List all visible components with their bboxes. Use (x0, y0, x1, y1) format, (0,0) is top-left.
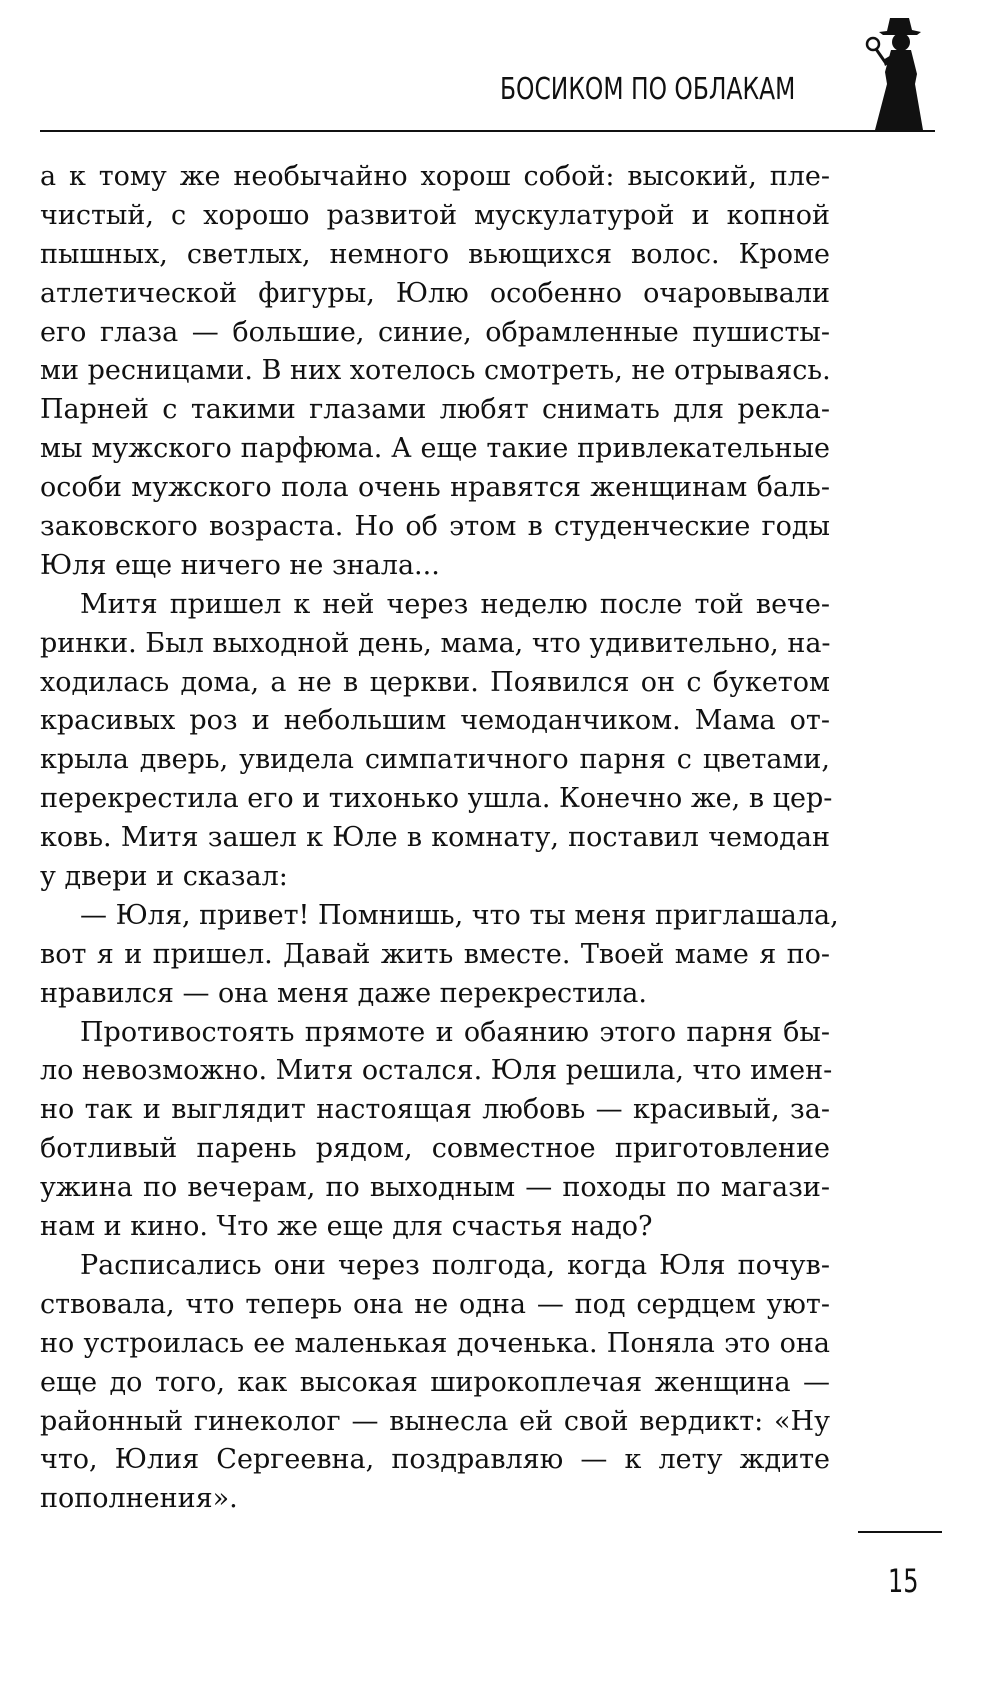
text-line: Расписались они через полгода, когда Юля почув- (80, 1249, 830, 1281)
text-line: ходилась дома, а не в церкви. Появился он с букетом (40, 666, 830, 698)
text-line: но так и выглядит настоящая любовь — красивый, за- (40, 1094, 830, 1126)
text-line: особи мужского пола очень нравятся женщинам баль- (40, 472, 830, 504)
text-line: мы мужского парфюма. А еще такие привлекательные (40, 433, 830, 465)
text-line: чистый, с хорошо развитой мускулатурой и копной (40, 199, 830, 231)
text-line: ствовала, что теперь она не одна — под сердцем уют- (40, 1288, 830, 1320)
text-line: его глаза — большие, синие, обрамленные пушисты- (40, 316, 830, 348)
text-line: красивых роз и небольшим чемоданчиком. Мама от- (40, 705, 830, 737)
text-line: вот я и пришел. Давай жить вместе. Твоей маме я по- (40, 938, 830, 970)
text-line: ковь. Митя зашел к Юле в комнату, поставил чемодан (40, 822, 830, 854)
text-line: ми ресницами. В них хотелось смотреть, не отрываясь. (40, 355, 831, 387)
text-line: ринки. Был выходной день, мама, что удивительно, на- (40, 627, 831, 659)
text-line: а к тому же необычайно хорош собой: высокий, пле- (40, 161, 830, 192)
text-line: нам и кино. Что же еще для счастья надо? (40, 1211, 653, 1243)
header-rule (40, 130, 935, 132)
text-line: заковского возраста. Но об этом в студенческие годы (40, 511, 830, 543)
text-line: еще до того, как высокая широкоплечая женщина — (40, 1366, 830, 1398)
text-line: но устроилась ее маленькая доченька. Поняла это она (40, 1327, 830, 1359)
text-line: атлетической фигуры, Юлю особенно очаровывали (40, 277, 830, 309)
text-line: Митя пришел к ней через неделю после той вече- (80, 588, 830, 620)
text-line: — Юля, привет! Помнишь, что ты меня приглашала, (80, 899, 839, 931)
text-line: ботливый парень рядом, совместное приготовление (40, 1133, 830, 1165)
text-line: Юля еще ничего не знала... (40, 549, 440, 581)
body-text (40, 158, 839, 1519)
text-line: районный гинеколог — вынесла ей свой вердикт: «Ну (40, 1405, 830, 1437)
text-line: Противостоять прямоте и обаянию этого парня бы- (80, 1016, 830, 1048)
text-line: пышных, светлых, немного вьющихся волос. Кроме (40, 238, 830, 270)
text-line: ло невозможно. Митя остался. Юля решила, что имен- (40, 1055, 833, 1087)
text-line: что, Юлия Сергеевна, поздравляю — к лету ждите (40, 1444, 830, 1476)
text-line: крыла дверь, увидела симпатичного парня с цветами, (40, 744, 830, 776)
detective-silhouette-icon (865, 14, 935, 132)
text-line: пополнения». (40, 1483, 238, 1515)
running-head: БОСИКОМ ПО ОБЛАКАМ (500, 72, 796, 107)
text-line: у двери и сказал: (40, 861, 288, 893)
text-line: Парней с такими глазами любят снимать для рекла- (40, 394, 830, 426)
text-line: нравился — она меня даже перекрестила. (40, 977, 647, 1009)
page-number: 15 (888, 1562, 919, 1600)
text-line: перекрестила его и тихонько ушла. Конечно же, в цер- (40, 783, 833, 815)
footer-rule (858, 1531, 942, 1533)
text-line: ужина по вечерам, по выходным — походы по магази- (40, 1172, 830, 1204)
